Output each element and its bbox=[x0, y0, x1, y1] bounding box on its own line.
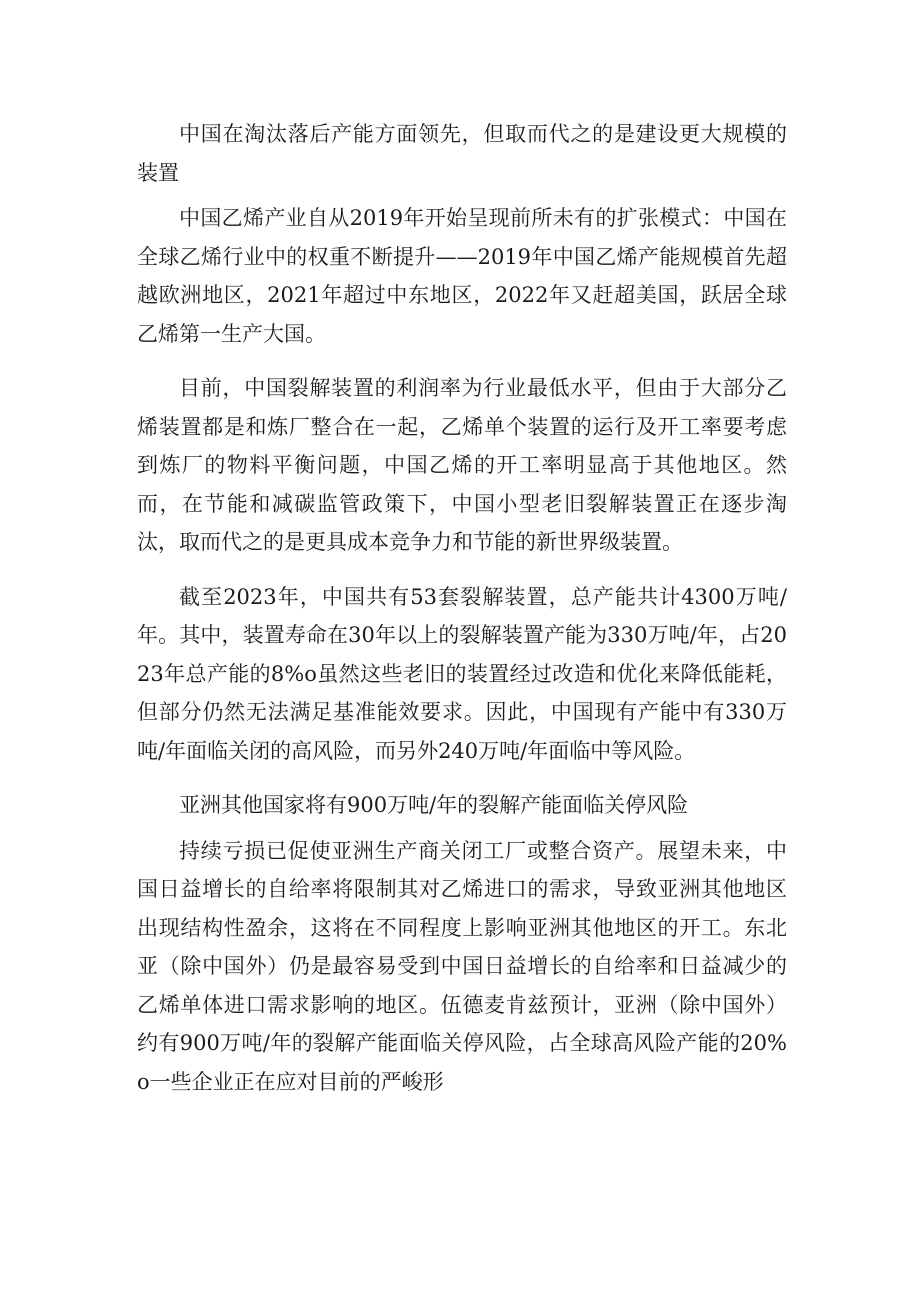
paragraph-china-crackers-2023: 截至2023年，中国共有53套裂解装置，总产能共计4300万吨/年。其中，装置寿命在30年以上的裂解装置产能为330万吨/年，占2023年总产能的8%o虽然这些老旧的装置经过改造和优化来降低能耗，但部分仍然无法满足基准能效要求。因此，中国现有产能中有330万吨/年面临关闭的高风险，而另外240万吨/年面临中等风险。 bbox=[137, 584, 787, 763]
section-heading-asia-risk: 亚洲其他国家将有900万吨/年的裂解产能面临关停风险 bbox=[179, 793, 689, 817]
paragraph-china-expansion: 中国乙烯产业自从2019年开始呈现前所未有的扩张模式：中国在全球乙烯行业中的权重不断提升——2019年中国乙烯产能规模首先超越欧洲地区，2021年超过中东地区，2022年又赶超美国，跃居全球乙烯第一生产大国。 bbox=[137, 206, 787, 346]
paragraph-china-profit: 目前，中国裂解装置的利润率为行业最低水平，但由于大部分乙烯装置都是和炼厂整合在一起，乙烯单个装置的运行及开工率要考虑到炼厂的物料平衡问题，中国乙烯的开工率明显高于其他地区。然而，在节能和减碳监管政策下，中国小型老旧裂解装置正在逐步淘汰，取而代之的是更具成本竞争力和节能的新世界级装置。 bbox=[137, 376, 787, 554]
paragraph-asia-losses: 持续亏损已促使亚洲生产商关闭工厂或整合资产。展望未来，中国日益增长的自给率将限制其对乙烯进口的需求，导致亚洲其他地区出现结构性盈余，这将在不同程度上影响亚洲其他地区的开工。东北亚（除中国外）仍是最容易受到中国日益增长的自给率和日益减少的乙烯单体进口需求影响的地区。伍德麦肯兹预计，亚洲（除中国外）约有900万吨/年的裂解产能面临关停风险，占全球高风险产能的20%o一些企业正在应对目前的严峻形 bbox=[137, 838, 787, 1094]
section-heading-china-capacity: 中国在淘汰落后产能方面领先，但取而代之的是建设更大规模的装置 bbox=[137, 122, 787, 185]
document-body bbox=[137, 115, 787, 1101]
